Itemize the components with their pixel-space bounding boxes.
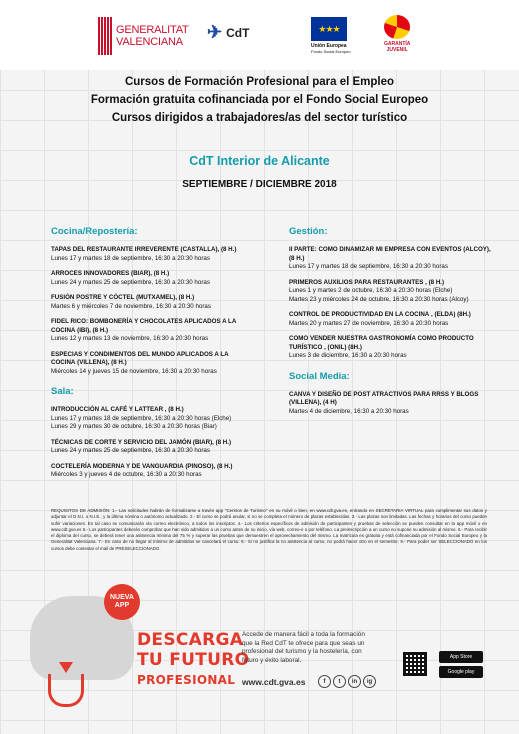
cdt-logo [207, 22, 249, 43]
generalitat-emblem-icon [98, 17, 112, 55]
course-session: Lunes 24 y martes 25 de septiembre, 16:30 a 20:30 horas [51, 278, 210, 286]
app-store-button[interactable]: App Store [439, 651, 483, 663]
facebook-icon[interactable]: f [318, 675, 331, 688]
google-play-button[interactable]: Google play [439, 666, 483, 678]
course-title: CANVA Y DISEÑO DE POST ATRACTIVOS PARA RRSS Y BLOGS [289, 390, 479, 398]
new-app-badge: NUEVA APP [104, 584, 140, 620]
course-heading [51, 246, 245, 255]
course-meta: (BIAR), (8 H.) [192, 438, 232, 446]
generalitat-text: GENERALITAT VALENCIANA [116, 24, 189, 48]
course-heading [51, 351, 245, 368]
course-list-cocina [51, 246, 245, 376]
course-title: COMO VENDER NUESTRA GASTRONOMÍA COMO PRODUCTO TURÍSTICO [289, 335, 474, 351]
course-session: Lunes 24 y martes 25 de septiembre, 16:30 a 20:30 horas [51, 447, 210, 454]
course-heading [51, 406, 245, 415]
app-promo-banner [24, 580, 496, 722]
admission-requirements: REQUISITOS DE ADMISIÓN: 1.- Las solicitudes habrán de formalizarse a través app "Centros de Turismo" en su móvil o bien, en www.cdt.gva.es, entrando en SECRETARIA VIRTUAL para cumplimentar sus datos y adjuntar el D.N.I. o N.I.E., y la última nómina o autónomo actualizado. 2.- El curso se podrá anular, si no se completa el número de plazas establecidas. 3.- Las plazas son limitadas. Las fechas y horarios del curso pueden sufrir variaciones. En tal caso se comunicarán vía correo electrónico, a todos los inscriptos. 4.- Los criterios específicos de admisión de participantes y pruebas de selección se pueden consultar en la app móvil o en www.cdt.gva.es 5.- Los participantes deberán comprobar que han sido admitidos a un curso antes de su inicio, vía web, correo-e o por teléfono. La preinscripción a un curso no supone su admisión al mismo. 6.- Para recibir el diploma del curso, se deberá tener una asistencia mínima del 75 % y superar las pruebas que demuestren el aprovechamiento del mismo. La matrícula es gratuita y está cofinanciada por el Fondo Social Europeo y la Generalitat Valenciana. 7.- En caso de no llegar al mínimo de admitidos se cancelará el curso. 8.- Si no justifica la no asistencia al curso, no podrá hacer otro en el semestre. 9.- Para poder ser SELECCIONADO en los cursos debe contestar el mail de PRESELECCIONADO. [51, 508, 487, 551]
course-heading [51, 270, 245, 279]
course-item [51, 463, 245, 480]
course-session: Martes 20 y martes 27 de noviembre, 16:30 a 20:30 horas [289, 319, 449, 327]
course-list-sala [51, 406, 245, 480]
course-item [289, 246, 495, 272]
course-item [51, 406, 245, 432]
course-session: Lunes 17 y martes 18 de septiembre, 16:30 a 20:30 horas [289, 263, 448, 270]
course-item [289, 335, 495, 361]
promo-title: DESCARGA TU FUTURO PROFESIONAL [137, 630, 250, 687]
course-title: FUSIÓN POSTRE Y CÓCTEL [51, 294, 135, 301]
course-session: Lunes 17 y martes 18 de septiembre, 16:30 a 20:30 horas [51, 254, 210, 262]
course-session: Lunes 29 y martes 30 de octubre, 16:30 a 20:30 horas (Biar) [51, 423, 217, 430]
course-item [51, 318, 245, 344]
course-meta: (VILLENA), (4 H) [289, 399, 337, 406]
garantia-juvenil-logo [384, 15, 410, 53]
course-heading [51, 294, 245, 303]
course-meta: , (ELDA) (8H.) [431, 311, 471, 318]
course-title: FIDEL RICO: BOMBONERÍA Y CHOCOLATES APLICADOS A LA COCINA [51, 318, 237, 334]
instagram-icon[interactable]: ig [363, 675, 376, 688]
generalitat-logo [98, 17, 189, 55]
course-item [289, 279, 495, 305]
course-meta: , (8 H.) [164, 406, 184, 413]
period: SEPTIEMBRE / DICIEMBRE 2018 [182, 179, 337, 190]
course-title: ESPECIAS Y CONDIMENTOS DEL MUNDO APLICADOS A LA COCINA [51, 350, 229, 366]
course-title: II PARTE: COMO DINAMIZAR MI EMPRESA CON EVENTOS [289, 246, 462, 253]
course-title: ARROCES INNOVADORES [51, 270, 130, 277]
course-list-gestion [289, 246, 495, 361]
section-title-social-media: Social Media: [289, 370, 350, 382]
course-heading [289, 279, 495, 288]
course-session: Lunes 12 y martes 13 de noviembre, 16:30 a 20:30 horas [51, 335, 209, 342]
headline-line-1: Cursos de Formación Profesional para el Empleo [124, 76, 395, 88]
course-list-social-media [289, 391, 495, 417]
course-meta: (ALCOY), (8 H.) [289, 246, 491, 262]
course-session: Miércoles 3 y jueves 4 de octubre, 16:30 a 20:30 horas [51, 471, 202, 478]
eu-flag-icon: ★★★ [311, 17, 347, 41]
course-meta: (PINOSO), (8 H.) [185, 462, 233, 470]
headline-line-2: Formación gratuita cofinanciada por el Fondo Social Europeo [90, 94, 429, 106]
course-item [51, 351, 245, 377]
course-item [51, 439, 245, 456]
center-name: CdT Interior de Alicante [189, 154, 330, 168]
course-title: TÉCNICAS DE CORTE Y SERVICIO DEL JAMÓN [51, 438, 192, 446]
course-heading [289, 311, 495, 320]
course-meta: (VILLENA), (8 H.) [77, 359, 127, 366]
course-heading [51, 439, 245, 448]
headline-line-3: Cursos dirigidos a trabajadores/as del sector turístico [111, 112, 408, 124]
garantia-juvenil-text: GARANTÍA JUVENIL [384, 41, 411, 53]
course-meta: (BIAR), (8 H.) [131, 270, 170, 277]
course-title: CONTROL DE PRODUCTIVIDAD EN LA COCINA [289, 311, 430, 318]
course-session: Lunes 1 y martes 2 de octubre, 16:30 a 20:30 horas (Elche) [289, 287, 453, 294]
course-item [51, 294, 245, 311]
course-title: COCTELERÍA MODERNA Y DE VANGUARDIA [51, 462, 184, 470]
course-item [51, 246, 245, 263]
eu-logo [311, 17, 351, 54]
course-session: Martes 6 y miércoles 7 de noviembre, 16:30 a 20:30 horas [51, 302, 211, 310]
course-heading [289, 246, 495, 263]
course-session: Lunes 3 de diciembre, 16:30 a 20:30 horas [289, 352, 407, 359]
promo-text: Accede de manera fácil a toda la formación que la Red CdT te ofrece para que seas un profesional del turismo y la hostelería, con futuro y éxito laboral. [242, 631, 365, 664]
download-arrow-icon [48, 674, 84, 707]
right-column [289, 226, 495, 423]
left-column [51, 226, 245, 487]
cdt-swoosh-icon: ✈ [207, 22, 223, 42]
qr-code-icon [403, 652, 427, 676]
logo-bar [0, 0, 519, 70]
social-icons [318, 675, 376, 688]
course-heading [289, 391, 495, 408]
section-title-gestion: Gestión: [289, 226, 328, 237]
linkedin-icon[interactable]: in [348, 675, 361, 688]
course-session: Martes 4 de diciembre, 16:30 a 20:30 horas [289, 407, 409, 415]
section-title-sala: Sala: [51, 386, 74, 397]
course-heading [51, 463, 245, 472]
section-title-cocina: Cocina/Repostería: [51, 226, 138, 237]
course-title: TAPAS DEL RESTAURANTE IRREVERENTE [51, 246, 179, 253]
course-heading [51, 318, 245, 335]
course-title: PRIMEROS AUXILIOS PARA RESTAURANTES [289, 278, 424, 286]
course-item [289, 391, 495, 417]
course-item [289, 311, 495, 328]
course-meta: (CASTALLA), (8 H.) [180, 246, 237, 253]
course-item [51, 270, 245, 287]
course-meta: , (ONIL) (8H.) [324, 343, 362, 351]
garantia-juvenil-emblem-icon [384, 15, 410, 39]
course-meta: , (8 H.) [425, 278, 445, 286]
course-session: Lunes 17 y martes 18 de septiembre, 16:30 a 20:30 horas (Elche) [51, 414, 232, 422]
course-heading [289, 335, 495, 352]
website-link[interactable]: www.cdt.gva.es [242, 677, 306, 687]
cdt-text: CdT [226, 25, 250, 40]
course-meta: (IBI), (8 H.) [77, 326, 109, 334]
course-session: Martes 23 y miércoles 24 de octubre, 16:30 a 20:30 horas (Alcoy) [289, 295, 469, 303]
twitter-icon[interactable]: t [333, 675, 346, 688]
eu-text: Unión Europea Fondo Social Europeo [311, 43, 351, 54]
course-session: Miércoles 14 y jueves 15 de noviembre, 16:30 a 20:30 horas [51, 367, 217, 375]
course-title: INTRODUCCIÓN AL CAFÉ Y LATTEAR [51, 406, 164, 413]
course-meta: (MUTXAMEL), (8 H.) [136, 294, 195, 301]
